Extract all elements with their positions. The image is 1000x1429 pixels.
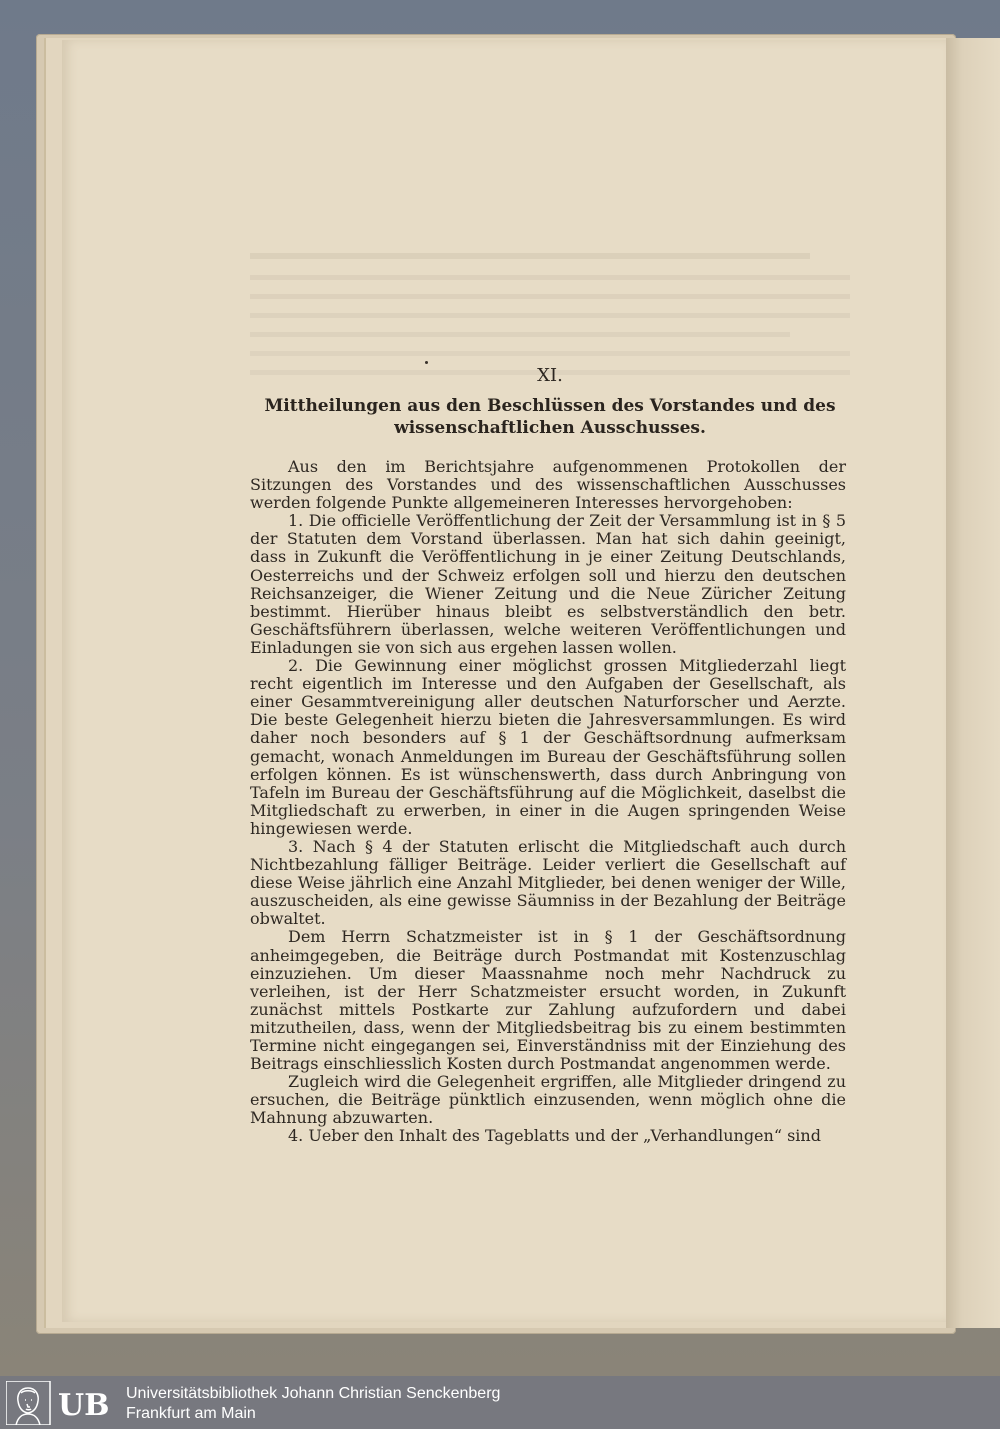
show-through-text: [250, 225, 850, 485]
ub-logo-graphic: [6, 1381, 118, 1425]
library-city: Frankfurt am Main: [126, 1405, 256, 1422]
portrait-icon: [16, 1388, 40, 1425]
heading-line-2: wissenschaftlichen Ausschusses.: [394, 418, 706, 438]
paragraph-4: 4. Ueber den Inhalt des Tageblatts und der „Verhandlungen“ sind: [288, 1126, 821, 1146]
paragraph-3b: Dem Herrn Schatzmeister ist in § 1 der Geschäftsordnung anheimgegeben, die Beiträge durch Postmandat mit Kostenzuschlag einzuziehen. Um dieser Maassnahme noch mehr Nachdruck zu verleihen, ist der Herr Schatzmeister ersucht worden, in Zukunft zunächst mittels Postkarte zur Zahlung aufzufordern und dabei mitzutheilen, dass, wenn der Mitgliedsbeitrag bis zu einem bestimmten Termine nicht eingegangen sei, Einverständniss mit der Einziehung des Beitrags einschliesslich Kosten durch Postmandat angenommen werde.: [250, 927, 846, 1074]
heading-line-1: Mittheilungen aus den Beschlüssen des Vorstandes und des: [264, 396, 836, 416]
body-text: [250, 458, 846, 1146]
logo-text: UB: [58, 1388, 110, 1423]
paragraph-2: 2. Die Gewinnung einer möglichst grossen Mitgliederzahl liegt recht eigentlich im Interesse und den Aufgaben der Gesellschaft, als einer Gesammtvereinigung aller deutschen Naturforscher und Aerzte. Die beste Gelegenheit hierzu bieten die Jahresversammlungen. Es wird daher noch besonders auf § 1 der Geschäftsordnung aufmerksam gemacht, wonach Anmeldungen im Bureau der Geschäftsführung sollen erfolgen können. Es ist wünschenswerth, dass durch Anbringung von Tafeln im Bureau der Geschäftsführung auf die Möglichkeit, daselbst die Mitgliedschaft zu erwerben, in einer in die Augen springenden Weise hingewiesen werde.: [250, 656, 846, 838]
paragraph-3: 3. Nach § 4 der Statuten erlischt die Mitgliedschaft auch durch Nichtbezahlung fälliger Beiträge. Leider verliert die Gesellschaft auf diese Weise jährlich eine Anzahl Mitglieder, bei denen weniger der Wille, auszuscheiden, als eine gewisse Säumniss in der Bezahlung der Beiträge obwaltet.: [250, 836, 846, 929]
section-heading: [250, 395, 850, 439]
paragraph-intro: Aus den im Berichtsjahre aufgenommenen Protokollen der Sitzungen des Vorstandes und des wissenschaftlichen Ausschusses werden folgende Punkte allgemeineren Interesses hervorgehoben:: [250, 457, 846, 513]
paragraph-1: 1. Die officielle Veröffentlichung der Zeit der Versammlung ist in § 5 der Statuten dem Vorstand überlassen. Man hat sich dahin geeinigt, dass in Zukunft die Veröffentlichung in je einer Zeitung Deutschlands, Oesterreichs und der Schweiz erfolgen soll und hierzu den deutschen Reichsanzeiger, die Wiener Zeitung und die Neue Züricher Zeitung bestimmt. Hierüber hinaus bleibt es selbstverständlich den betr. Geschäftsführern überlassen, welche weiteren Veröffentlichungen und Einladungen sie von sich aus ergehen lassen wollen.: [250, 511, 846, 657]
ub-logo[interactable]: [6, 1381, 118, 1425]
paragraph-3c: Zugleich wird die Gelegenheit ergriffen, alle Mitglieder dringend zu ersuchen, die Beiträge pünktlich einzusenden, wenn möglich ohne die Mahnung abzuwarten.: [250, 1072, 846, 1128]
chapter-number: XI.: [537, 365, 563, 386]
library-name[interactable]: Universitätsbibliothek Johann Christian Senckenberg: [126, 1385, 501, 1402]
ink-dot: [425, 361, 428, 364]
facing-page-edge: [946, 38, 1000, 1328]
